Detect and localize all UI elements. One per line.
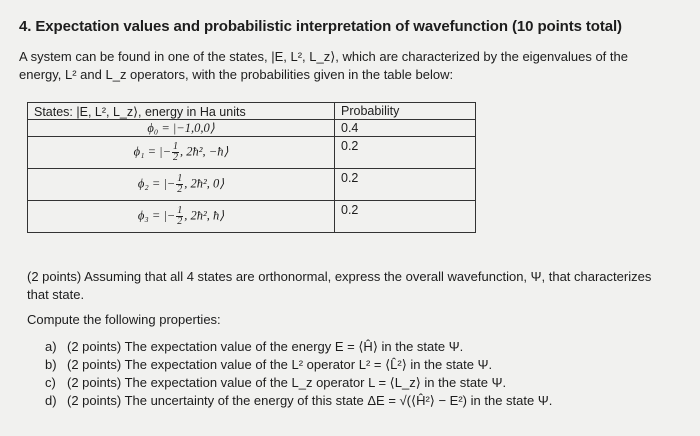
fraction-denominator: 2	[173, 152, 179, 163]
wavefunction-question: (2 points) Assuming that all 4 states are orthonormal, express the overall wavefunction, Ψ, that characterizes that state.	[27, 269, 652, 302]
table-row	[28, 120, 476, 137]
state-suffix: , 2ħ², −ħ⟩	[180, 144, 229, 159]
fraction	[172, 142, 179, 163]
probability-cell: 0.2	[335, 201, 476, 233]
compute-label: Compute the following properties:	[27, 312, 221, 327]
probability-header: Probability	[335, 103, 476, 120]
state-label: ϕ₀ = |−1,0,0⟩	[147, 121, 215, 135]
fraction	[176, 174, 183, 195]
fraction-numerator: 1	[177, 205, 183, 216]
table-row	[28, 201, 476, 233]
table-row	[28, 169, 476, 201]
probability-cell: 0.2	[335, 137, 476, 169]
state-suffix: , 2ħ², 0⟩	[184, 176, 225, 191]
probability-cell: 0.2	[335, 169, 476, 201]
intro-line-2: energy, L² and L_z operators, with the probabilities given in the table below:	[19, 67, 454, 82]
item-letter: b)	[45, 357, 57, 372]
probability-cell: 0.4	[335, 120, 476, 137]
list-item	[45, 338, 552, 356]
state-suffix: , 2ħ², ħ⟩	[184, 208, 225, 223]
item-text: (2 points) The expectation value of the energy E = ⟨Ĥ⟩ in the state Ψ.	[67, 339, 464, 354]
fraction-numerator: 1	[173, 141, 179, 152]
item-letter: d)	[45, 393, 57, 408]
state-prefix: ϕ₁ = |−	[133, 144, 172, 159]
item-text: (2 points) The expectation value of the L² operator L² = ⟨L̂²⟩ in the state Ψ.	[67, 357, 493, 372]
item-text: (2 points) The expectation value of the L_z operator L = ⟨L_z⟩ in the state Ψ.	[67, 375, 507, 390]
problem-intro	[19, 48, 669, 84]
fraction-denominator: 2	[177, 184, 183, 195]
fraction-numerator: 1	[177, 173, 183, 184]
table-row	[28, 137, 476, 169]
item-text: (2 points) The uncertainty of the energy of this state ΔE = √(⟨Ĥ²⟩ − E²) in the state Ψ.	[67, 393, 553, 408]
state-prefix: ϕ₂ = |−	[137, 176, 176, 191]
state-cell	[28, 201, 335, 233]
state-prefix: ϕ₃ = |−	[137, 208, 176, 223]
list-item	[45, 356, 552, 374]
state-cell	[28, 169, 335, 201]
state-cell	[28, 120, 335, 137]
item-letter: c)	[45, 375, 56, 390]
problem-title: 4. Expectation values and probabilistic interpretation of wavefunction (10 points total)	[19, 18, 622, 35]
fraction-denominator: 2	[177, 216, 183, 227]
properties-list	[45, 338, 552, 410]
list-item	[45, 392, 552, 410]
state-cell	[28, 137, 335, 169]
states-header: States: |E, L², L_z⟩, energy in Ha units	[28, 103, 335, 120]
item-letter: a)	[45, 339, 57, 354]
fraction	[176, 206, 183, 227]
intro-line-1: A system can be found in one of the states, |E, L², L_z⟩, which are characterized by the eigenvalues of the	[19, 49, 628, 64]
states-table	[27, 102, 476, 233]
list-item	[45, 374, 552, 392]
